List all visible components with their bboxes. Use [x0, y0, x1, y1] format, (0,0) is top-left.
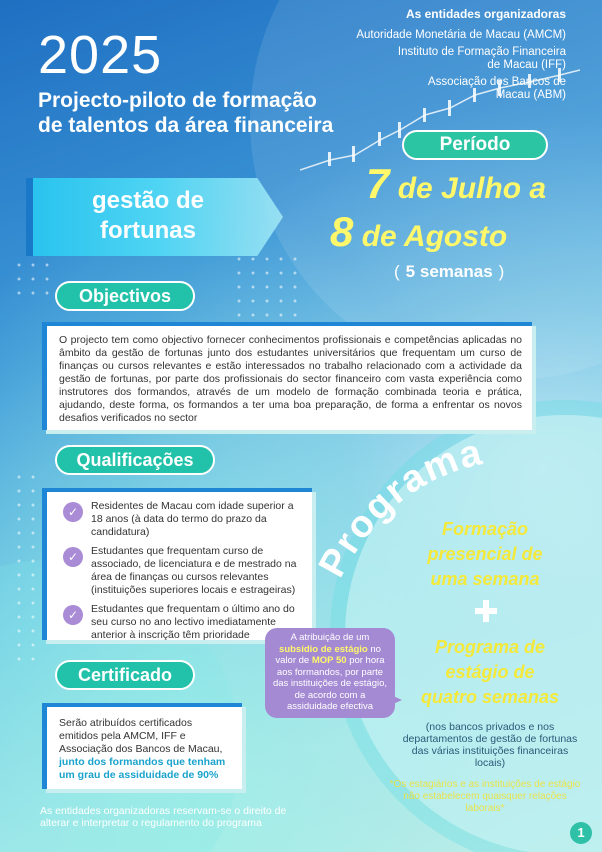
subsidy-amount: MOP 50	[311, 655, 347, 666]
decorative-dots	[12, 470, 40, 670]
period-duration	[388, 262, 510, 282]
duration-paren-close: )	[498, 262, 505, 281]
program-part-1: Formação presencial de uma semana	[427, 519, 543, 589]
program-heading-text: Programa	[311, 431, 488, 585]
check-icon: ✓	[63, 502, 83, 522]
topic-title: gestão de fortunas	[91, 187, 205, 244]
period-start-month: de Julho a	[397, 172, 547, 205]
certificate-label: Certificado	[55, 660, 195, 690]
certificate-box	[42, 703, 242, 789]
period-end-day: 8	[330, 208, 354, 255]
organizers-block	[356, 8, 566, 106]
subsidy-text: no valor de	[275, 643, 381, 666]
page-title: Projecto-piloto de formação de talentos da área financeira	[38, 89, 334, 137]
organizer-amcm: Autoridade Monetária de Macau (AMCM)	[356, 29, 566, 41]
period-start	[366, 160, 546, 208]
program-part-2-note: (nos bancos privados e nos departamentos de gestão de fortunas das várias instituições financeiras locais)	[402, 721, 578, 769]
certificate-text: Serão atribuídos certificados emitidos pela AMCM, IFF e Associação dos Bancos de Macau,	[59, 717, 223, 755]
organizer-abm: Associação dos Bancos de Macau (ABM)	[427, 76, 566, 101]
decorative-dots	[232, 252, 302, 322]
certificate-highlight: junto dos formandos que tenham um grau de assiduidade de 90%	[59, 756, 226, 781]
organizer-iff: Instituto de Formação Financeira de Macau (IFF)	[397, 46, 566, 71]
check-icon: ✓	[63, 547, 83, 567]
subsidy-text: A atribuição de um	[290, 632, 370, 643]
subsidy-highlight: subsídio de estágio	[279, 643, 368, 655]
period-label: Período	[402, 130, 548, 160]
qualification-item	[59, 500, 304, 539]
period-end	[330, 208, 507, 256]
check-icon: ✓	[63, 605, 83, 625]
qualifications-label: Qualificações	[55, 445, 215, 475]
program-footnote: *Os estagiários e as instituições de estágio não estabelecem quaisquer relações laborais*	[389, 779, 581, 814]
subsidy-text: por hora aos formandos, por parte das instituições de estágio, de acordo com a assiduidade efectiva	[272, 655, 388, 712]
qualifications-box	[42, 488, 312, 640]
page-number: 1	[570, 822, 592, 844]
duration-unit: semanas	[419, 262, 493, 281]
plus-icon	[475, 600, 497, 622]
objectives-label: Objectivos	[55, 281, 195, 311]
qualification-item	[59, 545, 304, 597]
qualification-text: Residentes de Macau com idade superior a 18 anos (à data do termo do prazo da candidatura)	[91, 500, 294, 538]
qualification-text: Estudantes que frequentam curso de associado, de licenciatura e de mestrado na área de finanças ou cursos relevantes (instituições superiores locais e estrageiras)	[91, 545, 297, 596]
decorative-dots	[12, 258, 52, 298]
year-heading: 2025	[38, 25, 163, 85]
organizers-heading: As entidades organizadoras	[405, 7, 566, 21]
program-part-2: Programa de estágio de quatro semanas	[420, 637, 560, 707]
duration-paren-open: (	[394, 262, 400, 281]
period-end-month: de Agosto	[361, 220, 508, 253]
period-start-day: 7	[366, 160, 390, 207]
subsidy-bubble	[265, 628, 395, 718]
duration-number: 5	[405, 262, 416, 281]
objectives-text: O projecto tem como objectivo fornecer conhecimentos profissionais e competências aplicadas no âmbito da gestão de fortunas junto dos estudantes universitários que frequentam um curso de finanças ou cursos relevantes e estão interessados no trabalho relacionado com a actividade da gestão de fortunas, por parte dos profissionais do sector financeiro com vasta experiência como instrutores dos formandos, através de um modelo de formação combinada teoria e prática, ajudando, deste forma, os formandos a ter uma boa preparação, de forma a enfrentar os novos desafios verificados no sector	[42, 322, 532, 430]
disclaimer: As entidades organizadoras reservam-se o direito de alterar e interpretar o regulamento do programa	[40, 805, 287, 829]
qualification-text: Estudantes que frequentam o último ano do seu curso no ano lectivo imediatamente anterior à inscrição têm prioridade	[91, 603, 295, 641]
